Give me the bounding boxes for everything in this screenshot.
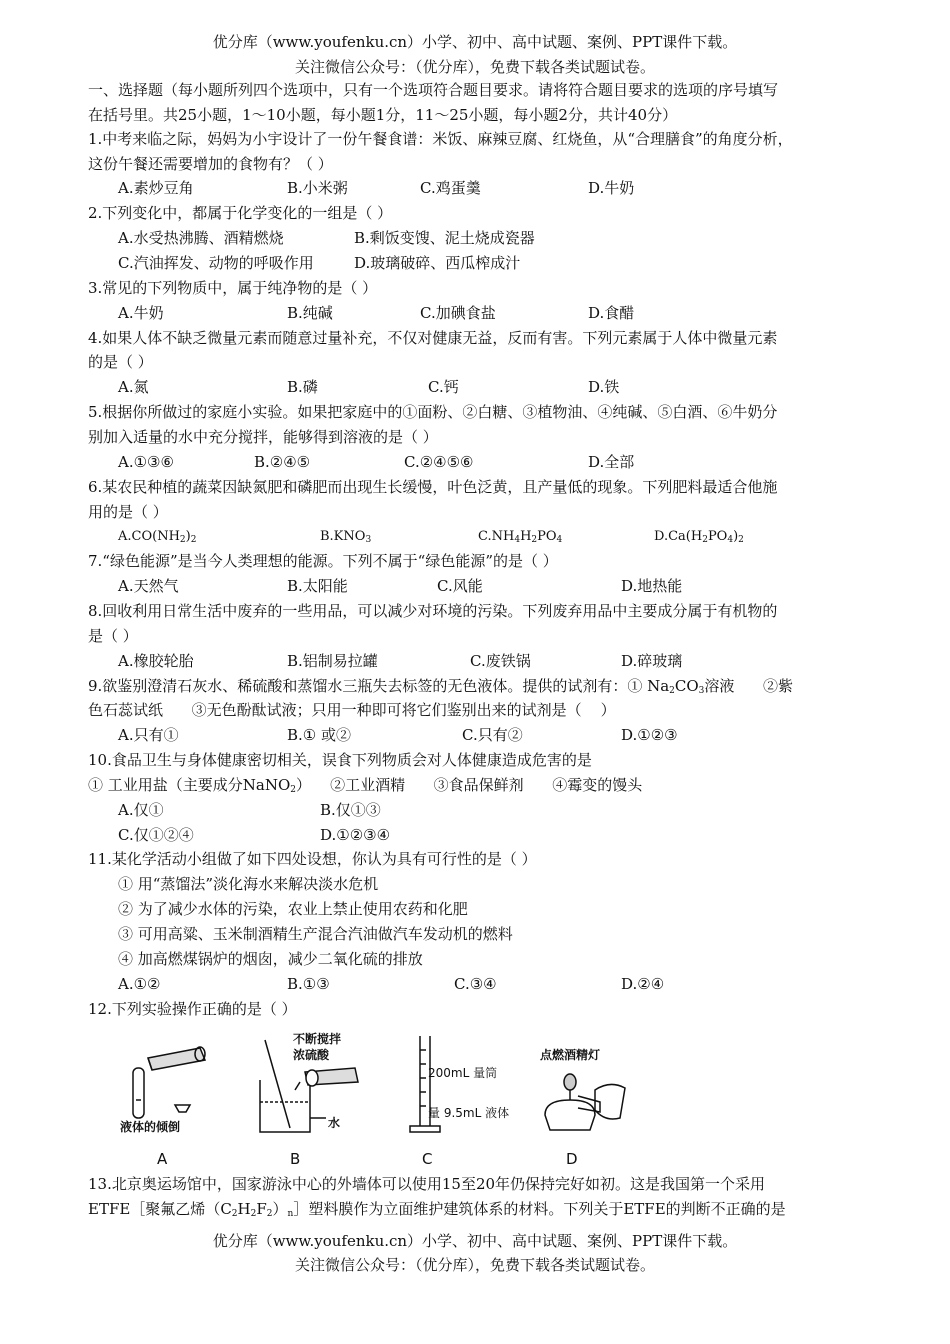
q1-stem-1: 1.中考来临之际，妈妈为小宇设计了一份午餐食谱：米饭、麻辣豆腐、红烧鱼，从“合理膳食”的角度分析，: [88, 130, 793, 148]
fig-b-caption-water: 水: [328, 1116, 341, 1130]
q2-stem: 2.下列变化中，都属于化学变化的一组是（ ）: [88, 204, 393, 222]
q9-stem-2: 色石蕊试纸 ③无色酚酞试液；只用一种即可将它们鉴别出来的试剂是（ ）: [88, 701, 616, 719]
q4-option-d: D.铁: [588, 378, 620, 396]
q5-option-a: A.①③⑥: [118, 453, 174, 471]
q12-stem: 12.下列实验操作正确的是（ ）: [88, 1000, 297, 1018]
q11-option-c: C.③④: [454, 975, 497, 993]
fig-c-caption-volume: 量 9.5mL 液体: [428, 1106, 510, 1120]
q4-option-b: B.磷: [287, 378, 318, 396]
q4-option-a: A.氮: [118, 378, 149, 396]
q11-statement-1: ① 用“蒸馏法”淡化海水来解决淡水危机: [118, 875, 379, 893]
q7-option-b: B.太阳能: [287, 577, 348, 595]
q9-option-c: C.只有②: [462, 726, 523, 744]
apparatus-d: [545, 1074, 625, 1130]
q2-option-a: A.水受热沸腾、酒精燃烧: [118, 229, 284, 247]
header-line-2: 关注微信公众号：（优分库），免费下载各类试题试卷。: [294, 58, 655, 76]
q11-statement-2: ② 为了减少水体的污染，农业上禁止使用农药和化肥: [118, 900, 468, 918]
q4-option-c: C.钙: [428, 378, 459, 396]
q5-option-d: D.全部: [588, 453, 635, 471]
q6-option-d: $D.Ca(H_2PO_4)_2$: [654, 529, 744, 545]
q7-option-a: A.天然气: [118, 577, 179, 595]
q9-stem-1: 9.欲鉴别澄清石灰水、稀硫酸和蒸馏水三瓶失去标签的无色液体。提供的试剂有：① $Na_2CO_3$溶液 ②紫: [88, 677, 794, 696]
q13-stem-2: ETFE［聚氟乙烯$(C_2H_2F_2)_n]$塑料膜作为立面维护建筑体系的材料。下列关于ETFE的判断不正确的是: [88, 1200, 786, 1219]
q7-option-c: C.风能: [437, 577, 483, 595]
q6-stem-1: 6.某农民种植的蔬菜因缺氮肥和磷肥而出现生长缓慢，叶色泛黄，且产量低的现象。下列肥料最适合他施: [88, 478, 778, 496]
q11-statement-4: ④ 加高燃煤锅炉的烟囱，减少二氧化硫的排放: [118, 950, 423, 968]
q2-option-d: D.玻璃破碎、西瓜榨成汁: [354, 254, 521, 272]
q11-option-a: A.①②: [118, 975, 161, 993]
q5-stem-2: 别加入适量的水中充分搅拌，能够得到溶液的是（ ）: [88, 428, 438, 446]
q1-stem-2: 这份午餐还需要增加的食物有？（ ）: [88, 155, 333, 173]
fig-a-caption: 液体的倾倒: [120, 1120, 181, 1134]
q9-option-a: A.只有①: [118, 726, 179, 744]
q1-option-b: B.小米粥: [287, 179, 348, 197]
q3-option-d: D.食醋: [588, 304, 635, 322]
fig-b-caption-acid: 浓硫酸: [293, 1048, 330, 1062]
fig-c-caption-cylinder: 200mL 量筒: [428, 1066, 498, 1080]
q3-option-a: A.牛奶: [118, 304, 164, 322]
q7-stem: 7.“绿色能源”是当今人类理想的能源。下列不属于“绿色能源”的是（ ）: [88, 552, 558, 570]
fig-label-a: A: [157, 1150, 168, 1168]
q11-stem: 11.某化学活动小组做了如下四处设想，你认为具有可行性的是（ ）: [88, 850, 537, 868]
q8-option-c: C.废铁锅: [470, 652, 531, 670]
q4-stem-2: 的是（ ）: [88, 353, 153, 371]
fig-label-d: D: [566, 1150, 578, 1168]
q2-option-b: B.剩饭变馊、泥土烧成瓷器: [354, 229, 535, 247]
q6-option-b: $B.KNO_3$: [320, 529, 372, 545]
q5-option-b: B.②④⑤: [254, 453, 311, 471]
q5-stem-1: 5.根据你所做过的家庭小实验。如果把家庭中的①面粉、②白糖、③植物油、④纯碱、⑤白酒、⑥牛奶分: [88, 403, 778, 421]
q6-stem-2: 用的是（ ）: [88, 503, 168, 521]
fig-b-caption-stir: 不断搅拌: [293, 1032, 342, 1046]
q10-stem-2: ① 工业用盐（主要成分NaNO$_2$） ②工业酒精 ③食品保鲜剂 ④霉变的馒头: [88, 776, 643, 795]
q12-figure: [100, 1030, 660, 1170]
q11-option-d: D.②④: [621, 975, 665, 993]
q3-option-b: B.纯碱: [287, 304, 333, 322]
q1-option-c: C.鸡蛋羹: [420, 179, 481, 197]
q8-option-b: B.铝制易拉罐: [287, 652, 378, 670]
q10-option-c: C.仅①②④: [118, 826, 194, 844]
q10-option-a: A.仅①: [118, 801, 164, 819]
q8-option-d: D.碎玻璃: [621, 652, 683, 670]
header-line-1: 优分库（www.youfenku.cn）小学、初中、高中试题、案例、PPT课件下载。: [212, 33, 738, 51]
q5-option-c: C.②④⑤⑥: [404, 453, 474, 471]
q3-stem: 3.常见的下列物质中，属于纯净物的是（ ）: [88, 279, 378, 297]
q1-option-d: D.牛奶: [588, 179, 635, 197]
footer-line-1: 优分库（www.youfenku.cn）小学、初中、高中试题、案例、PPT课件下载。: [212, 1232, 738, 1250]
q10-option-b: B.仅①③: [320, 801, 381, 819]
fig-label-c: C: [422, 1150, 433, 1168]
q3-option-c: C.加碘食盐: [420, 304, 496, 322]
q13-stem-1: 13.北京奥运场馆中，国家游泳中心的外墙体可以使用15至20年仍保持完好如初。这是我国第一个采用: [88, 1175, 766, 1193]
q6-option-a: $A.CO(NH_2)_2$: [118, 529, 197, 545]
q8-stem-2: 是（ ）: [88, 627, 138, 645]
q7-option-d: D.地热能: [621, 577, 683, 595]
q11-statement-3: ③ 可用高粱、玉米制酒精生产混合汽油做汽车发动机的燃料: [118, 925, 513, 943]
q8-stem-1: 8.回收利用日常生活中废弃的一些用品，可以减少对环境的污染。下列废弃用品中主要成分属于有机物的: [88, 602, 778, 620]
q11-option-b: B.①③: [287, 975, 330, 993]
q4-stem-1: 4.如果人体不缺乏微量元素而随意过量补充，不仅对健康无益，反而有害。下列元素属于人体中微量元素: [88, 329, 778, 347]
q9-option-d: D.①②③: [621, 726, 678, 744]
footer-line-2: 关注微信公众号：（优分库），免费下载各类试题试卷。: [294, 1256, 655, 1274]
q9-option-b: B.① 或②: [287, 726, 352, 744]
fig-label-b: B: [290, 1150, 301, 1168]
section-intro-line-2: 在括号里。共25小题，1～10小题，每小题1分，11～25小题，每小题2分，共计40分）: [88, 106, 678, 124]
q2-option-c: C.汽油挥发、动物的呼吸作用: [118, 254, 314, 272]
q10-option-d: D.①②③④: [320, 826, 391, 844]
q8-option-a: A.橡胶轮胎: [118, 652, 194, 670]
q6-option-c: $C.NH_4H_2PO_4$: [478, 529, 563, 545]
apparatus-a: [133, 1047, 205, 1118]
q10-stem-1: 10.食品卫生与身体健康密切相关，误食下列物质会对人体健康造成危害的是: [88, 751, 592, 769]
q1-option-a: A.素炒豆角: [118, 179, 194, 197]
section-intro-line-1: 一、选择题（每小题所列四个选项中，只有一个选项符合题目要求。请将符合题目要求的选项的序号填写: [88, 81, 779, 99]
fig-d-caption: 点燃酒精灯: [540, 1048, 601, 1062]
